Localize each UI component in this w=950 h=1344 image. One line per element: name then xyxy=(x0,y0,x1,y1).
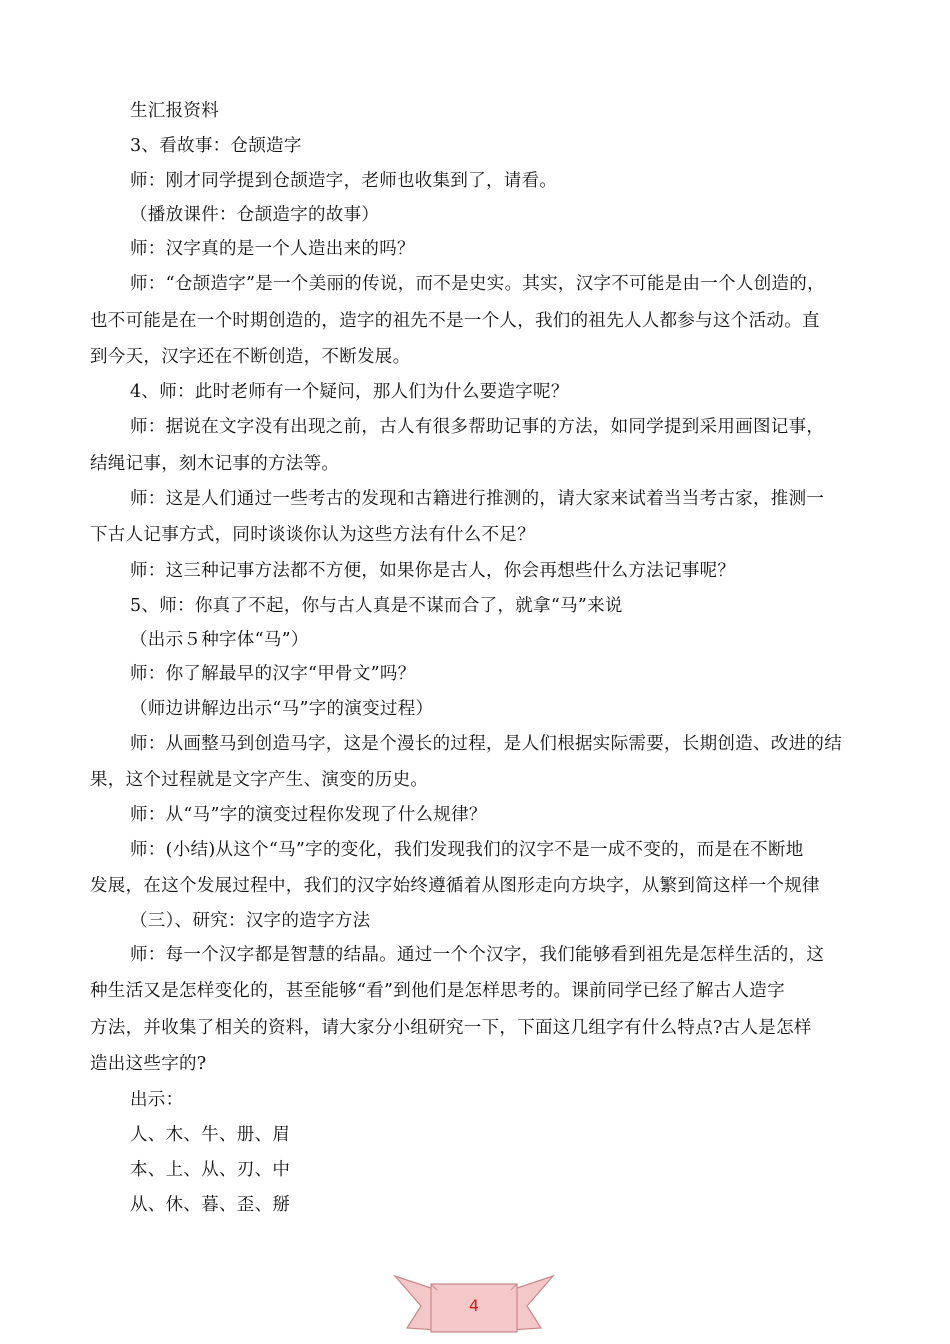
page-number: 4 xyxy=(468,1296,480,1315)
text-line: （师边讲解边出示“马”字的演变过程） xyxy=(130,699,434,719)
text-line: 4、师：此时老师有一个疑问，那人们为什么要造字呢？ xyxy=(130,382,569,402)
text-line: 本、上、从、刃、中 xyxy=(130,1160,291,1180)
text-line: 5、师：你真了不起，你与古人真是不谋而合了，就拿“马”来说 xyxy=(130,596,623,616)
text-line: 种生活又是怎样变化的，甚至能够“看”到他们是怎样思考的。课前同学已经了解古人造字 xyxy=(90,981,785,1001)
text-line: 师：这是人们通过一些考古的发现和古籍进行推测的，请大家来试着当当考古家，推测一 xyxy=(130,489,825,509)
text-line: 师：汉字真的是一个人造出来的吗？ xyxy=(130,239,415,259)
text-line: （三）、研究：汉字的造字方法 xyxy=(130,911,371,931)
text-line: 人、木、牛、册、眉 xyxy=(130,1125,291,1145)
text-line: 下古人记事方式，同时谈谈你认为这些方法有什么不足？ xyxy=(90,525,535,545)
text-line: 师：从画整马到创造马字，这是个漫长的过程，是人们根据实际需要，长期创造、改进的结 xyxy=(130,734,842,754)
text-line: 师：从“马”字的演变过程你发现了什么规律？ xyxy=(130,805,487,825)
text-line: （播放课件：仓颉造字的故事） xyxy=(130,205,380,225)
text-line: 师：刚才同学提到仓颉造字，老师也收集到了，请看。 xyxy=(130,171,558,191)
text-line: 师：“仓颉造字”是一个美丽的传说，而不是史实。其实，汉字不可能是由一个人创造的， xyxy=(130,274,825,294)
text-line: 也不可能是在一个时期创造的，造字的祖先不是一个人，我们的祖先人人都参与这个活动。直 xyxy=(90,311,820,331)
text-line: 方法，并收集了相关的资料，请大家分小组研究一下，下面这几组字有什么特点?古人是怎样 xyxy=(90,1018,812,1038)
text-line: 3、看故事：仓颉造字 xyxy=(130,136,302,156)
text-line: 结绳记事，刻木记事的方法等。 xyxy=(90,454,340,474)
text-line: 师：你了解最早的汉字“甲骨文”吗？ xyxy=(130,664,416,684)
text-line: 师：这三种记事方法都不方便，如果你是古人，你会再想些什么方法记事呢？ xyxy=(130,561,736,581)
text-line: 发展，在这个发展过程中，我们的汉字始终遵循着从图形走向方块字，从繁到简这样一个规律 xyxy=(90,876,820,896)
text-line: （出示５种字体“马”） xyxy=(130,630,309,650)
text-line: 果，这个过程就是文字产生、演变的历史。 xyxy=(90,770,429,790)
text-line: 到今天，汉字还在不断创造，不断发展。 xyxy=(90,347,411,367)
text-line: 造出这些字的? xyxy=(90,1054,207,1074)
text-line: 从、休、暮、歪、掰 xyxy=(130,1195,291,1215)
text-line: 师：据说在文字没有出现之前，古人有很多帮助记事的方法，如同学提到采用画图记事， xyxy=(130,417,825,437)
text-line: 师：(小结)从这个“马”字的变化，我们发现我们的汉字不是一成不变的，而是在不断地 xyxy=(130,840,804,860)
text-line: 出示： xyxy=(130,1090,184,1110)
text-line: 生汇报资料 xyxy=(130,101,219,121)
text-line: 师：每一个汉字都是智慧的结晶。通过一个个汉字，我们能够看到祖先是怎样生活的，这 xyxy=(130,945,825,965)
